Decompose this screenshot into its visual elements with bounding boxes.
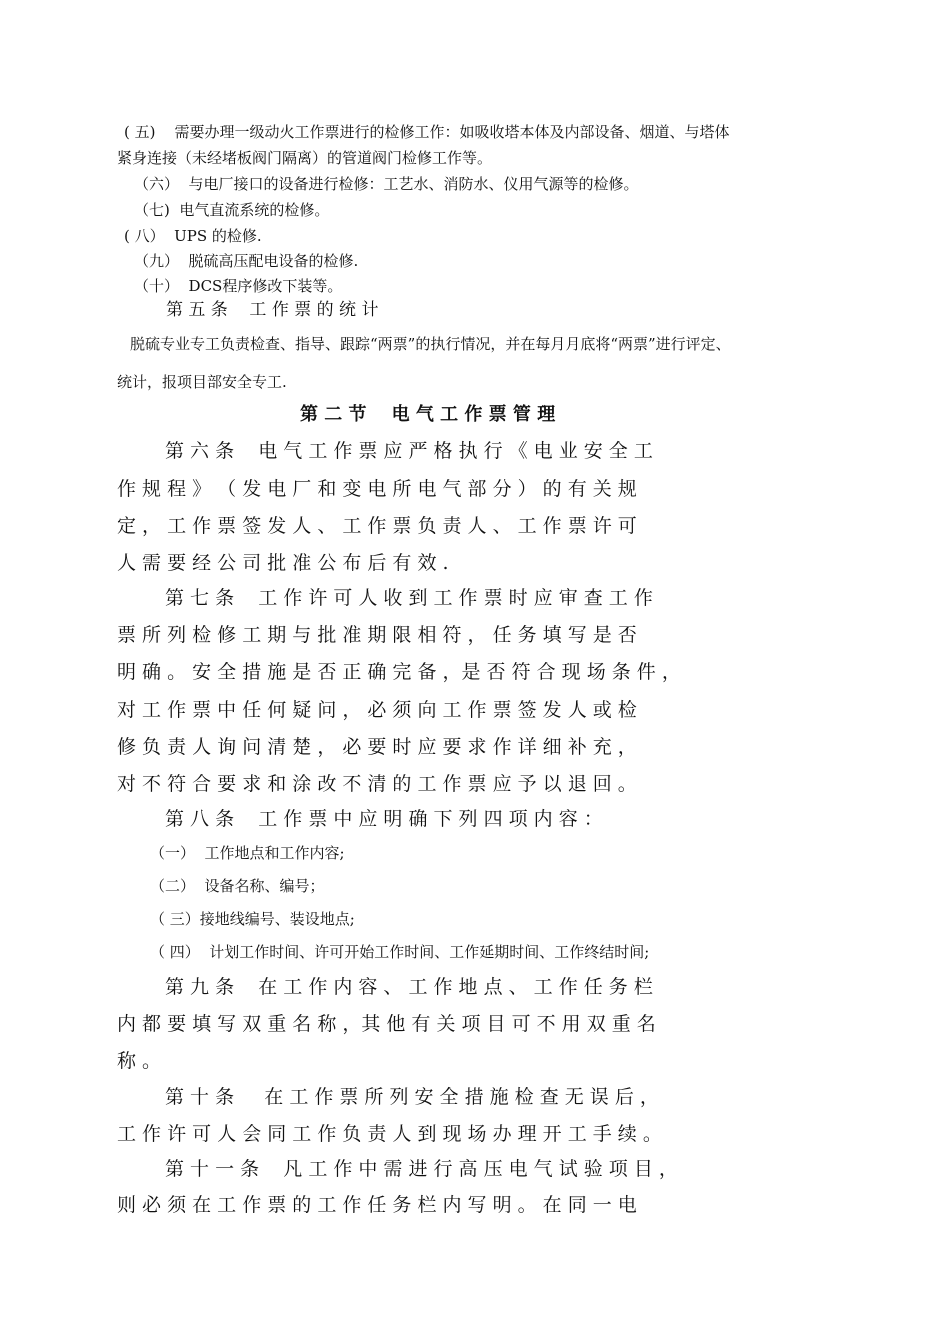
article-7-line-5: 修 负 责 人 询 问 清 楚 ， 必 要 时 应 要 求 作 详 细 补 充 ， xyxy=(117,736,637,758)
item-9: （九） 脱硫高压配电设备的检修. xyxy=(134,252,359,270)
item-5-line-2: 紧身连接（未经堵板阀门隔离）的管道阀门检修工作等。 xyxy=(117,149,493,167)
item-8: ( 八） UPS 的检修. xyxy=(124,227,262,245)
article-10-line-1: 第 十 条 在 工 作 票 所 列 安 全 措 施 检 查 无 误 后 ， xyxy=(165,1086,659,1108)
article-9-line-1: 第 九 条 在 工 作 内 容 、 工 作 地 点 、 工 作 任 务 栏 xyxy=(165,976,653,998)
article-6-line-2: 作 规 程 》 （ 发 电 厂 和 变 电 所 电 气 部 分 ） 的 有 关 规 xyxy=(117,478,637,500)
article-5-title: 第 五 条 工 作 票 的 统 计 xyxy=(166,300,379,320)
item-7: （七) 电气直流系统的检修。 xyxy=(134,201,330,219)
article-6-line-4: 人 需 要 经 公 司 批 准 公 布 后 有 效 . xyxy=(117,552,449,574)
article-11-line-1: 第 十 一 条 凡 工 作 中 需 进 行 高 压 电 气 试 验 项 目 ， xyxy=(165,1158,678,1180)
article-8-item-3: （ 三）接地线编号、装设地点; xyxy=(150,910,355,928)
article-8-title: 第 八 条 工 作 票 中 应 明 确 下 列 四 项 内 容 ： xyxy=(165,808,603,830)
article-8-item-1: （一） 工作地点和工作内容; xyxy=(150,844,345,862)
article-8-item-2: （二） 设备名称、编号； xyxy=(150,877,325,895)
article-5-body-2: 统计，报项目部安全专工. xyxy=(117,373,287,391)
article-7-line-2: 票 所 列 检 修 工 期 与 批 准 期 限 相 符 ， 任 务 填 写 是 否 xyxy=(117,624,637,646)
item-10: （十） DCS程序修改下装等。 xyxy=(134,277,343,295)
article-10-line-2: 工 作 许 可 人 会 同 工 作 负 责 人 到 现 场 办 理 开 工 手 续 。 xyxy=(117,1123,662,1145)
article-5-body-1: 脱硫专业专工负责检查、指导、跟踪“两票”的执行情况，并在每月月底将“两票”进行评定、 xyxy=(130,335,731,353)
article-11-line-2: 则 必 须 在 工 作 票 的 工 作 任 务 栏 内 写 明 。 在 同 一 电 xyxy=(117,1194,637,1216)
item-6: （六） 与电厂接口的设备进行检修：工艺水、消防水、仪用气源等的检修。 xyxy=(134,175,639,193)
article-9-line-3: 称 。 xyxy=(117,1050,162,1072)
article-6-line-3: 定 ， 工 作 票 签 发 人 、 工 作 票 负 责 人 、 工 作 票 许 可 xyxy=(117,515,637,537)
article-6-line-1: 第 六 条 电 气 工 作 票 应 严 格 执 行 《 电 业 安 全 工 xyxy=(165,440,653,462)
article-9-line-2: 内 都 要 填 写 双 重 名 称 ，其 他 有 关 项 目 可 不 用 双 重 名 xyxy=(117,1013,656,1035)
item-5-line-1: ( 五) 需要办理一级动火工作票进行的检修工作：如吸收塔本体及内部设备、烟道、与塔体 xyxy=(124,123,730,141)
article-7-line-4: 对 工 作 票 中 任 何 疑 问 ， 必 须 向 工 作 票 签 发 人 或 检 xyxy=(117,699,637,721)
section-title: 第 二 节 电 气 工 作 票 管 理 xyxy=(300,404,556,425)
article-8-item-4: （ 四） 计划工作时间、许可开始工作时间、工作延期时间、工作终结时间; xyxy=(150,943,650,961)
article-7-line-6: 对 不 符 合 要 求 和 涂 改 不 清 的 工 作 票 应 予 以 退 回 。 xyxy=(117,773,637,795)
article-7-line-1: 第 七 条 工 作 许 可 人 收 到 工 作 票 时 应 审 查 工 作 xyxy=(165,587,653,609)
article-7-line-3: 明 确 。 安 全 措 施 是 否 正 确 完 备 ，是 否 符 合 现 场 条 件 ， xyxy=(117,661,681,683)
